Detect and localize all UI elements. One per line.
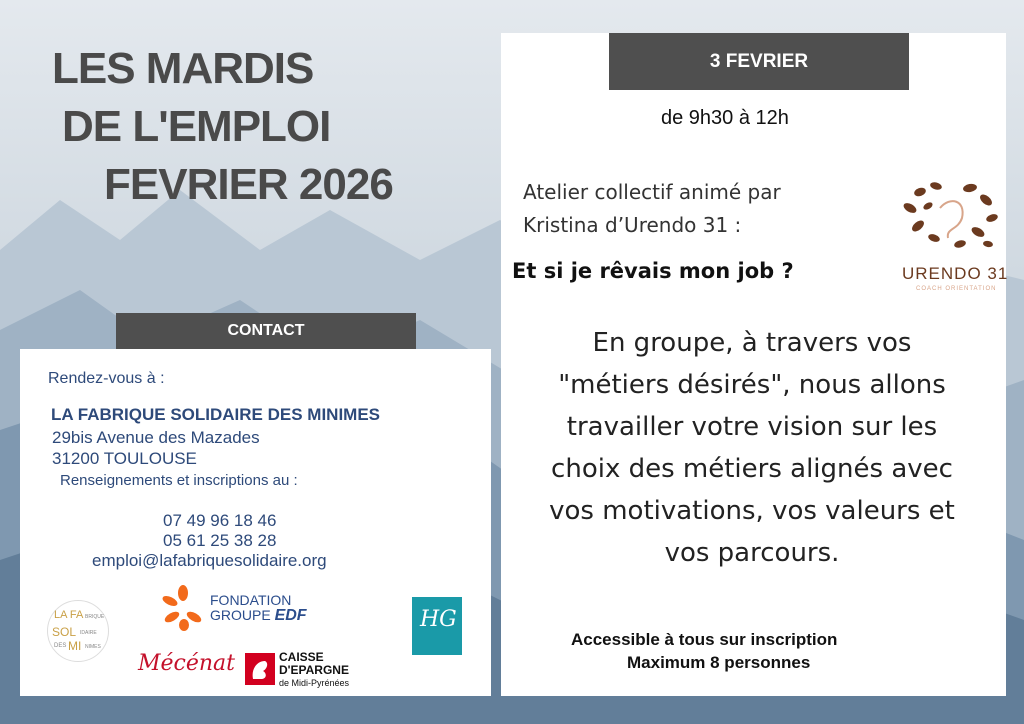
animator-line-1: Atelier collectif animé par — [523, 180, 781, 204]
urendo-tagline: COACH ORIENTATION — [916, 286, 997, 292]
urendo-leaves-icon — [900, 178, 1004, 262]
phone-1[interactable]: 07 49 96 18 46 — [163, 511, 277, 530]
venue-city: 31200 TOULOUSE — [52, 449, 197, 468]
fabrique-solidaire-logo: LA FA BRIQUE SOL IDAIRE DES MI NIMES — [47, 600, 109, 662]
caisse-epargne-logo: CAISSE D'EPARGNE de Midi-Pyrénées — [245, 651, 385, 691]
accessibility-note: Accessible à tous sur inscription — [571, 630, 838, 649]
contact-email[interactable]: emploi@lafabriquesolidaire.org — [92, 551, 327, 570]
mecenat-label: Mécénat — [138, 651, 236, 676]
title-line-3: FEVRIER 2026 — [104, 160, 393, 209]
phone-2[interactable]: 05 61 25 38 28 — [163, 531, 277, 550]
venue-street: 29bis Avenue des Mazades — [52, 428, 260, 447]
animator-line-2: Kristina d’Urendo 31 : — [523, 213, 742, 237]
urendo-31-logo — [900, 178, 1009, 298]
capacity-note: Maximum 8 personnes — [627, 653, 811, 672]
title-line-1: LES MARDIS — [52, 44, 314, 93]
haute-garonne-logo: HG — [412, 597, 462, 655]
fondation-edf-logo: FONDATION GROUPE EDF — [160, 585, 320, 633]
event-date: 3 FEVRIER — [609, 33, 909, 90]
event-hours: de 9h30 à 12h — [661, 107, 789, 129]
edf-flower-icon — [160, 585, 206, 631]
contact-header: CONTACT — [116, 313, 416, 349]
squirrel-icon — [245, 653, 275, 685]
venue-name: LA FABRIQUE SOLIDAIRE DES MINIMES — [51, 405, 381, 424]
contact-panel — [20, 349, 491, 696]
title-line-2: DE L'EMPLOI — [62, 102, 331, 151]
contact-intro: Rendez-vous à : — [48, 370, 165, 387]
contact-info-label: Renseignements et inscriptions au : — [60, 472, 298, 489]
workshop-description: En groupe, à travers vos "métiers désirés", nous allons travailler votre vision sur les choix des métiers alignés avec vos motivations, vos valeurs et vos parcours. — [549, 328, 955, 568]
urendo-name: URENDO 31 — [902, 264, 1009, 283]
workshop-title: Et si je rêvais mon job ? — [512, 259, 794, 283]
